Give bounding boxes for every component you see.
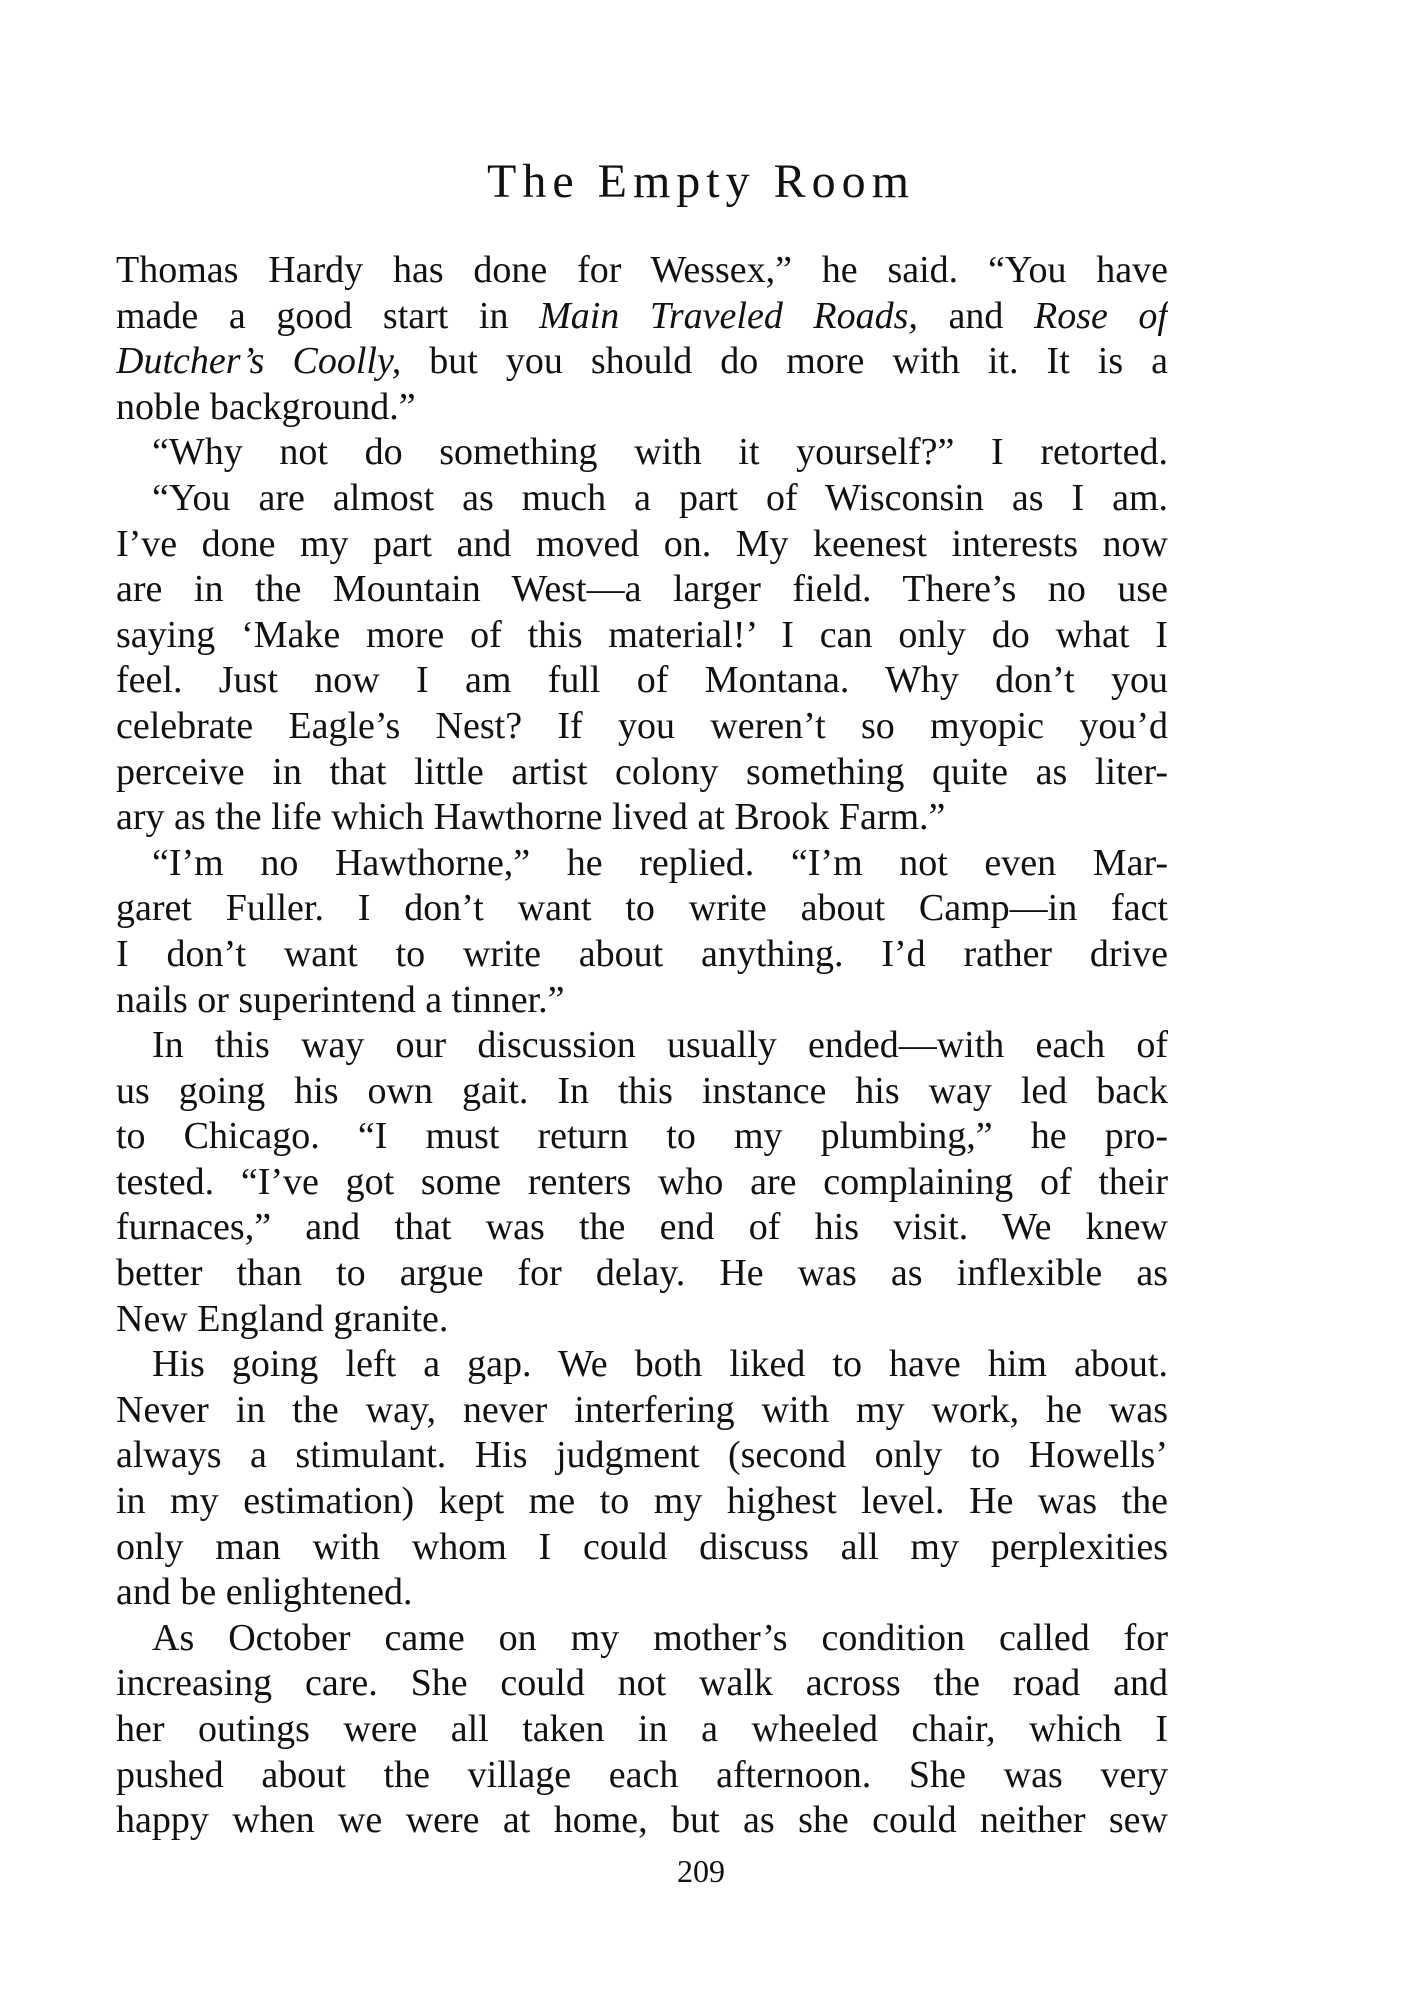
text-run: but you should do more with it. It is a	[401, 340, 1168, 383]
text-line: As October came on my mother’s condition called for	[152, 1616, 1168, 1659]
text-line: “I’m no Hawthorne,” he replied. “I’m not even Mar-	[152, 841, 1168, 884]
text-line: only man with whom I could discuss all my perplexities	[116, 1525, 1168, 1568]
text-line: furnaces,” and that was the end of his visit. We knew	[116, 1206, 1168, 1249]
body-text	[116, 248, 1168, 1844]
text-line: nails or superintend a tinner.”	[116, 978, 565, 1021]
text-line: in my estimation) kept me to my highest level. He was the	[116, 1480, 1168, 1523]
italic-title: Main Traveled Roads,	[539, 294, 918, 337]
text-line: to Chicago. “I must return to my plumbing,” he pro-	[116, 1115, 1168, 1158]
text-line: better than to argue for delay. He was as inflexible as	[116, 1252, 1168, 1295]
text-line: ary as the life which Hawthorne lived at Brook Farm.”	[116, 796, 946, 839]
text-line: noble background.”	[116, 385, 416, 428]
text-line: feel. Just now I am full of Montana. Why don’t you	[116, 659, 1168, 702]
text-line: In this way our discussion usually ended—with each of	[152, 1024, 1168, 1067]
text-run: made a good start in	[116, 294, 540, 337]
italic-title: Dutcher’s Coolly,	[116, 340, 402, 383]
text-line: saying ‘Make more of this material!’ I can only do what I	[116, 613, 1168, 656]
text-line: always a stimulant. His judgment (second only to Howells’	[116, 1434, 1168, 1477]
text-line: tested. “I’ve got some renters who are complaining of their	[116, 1160, 1168, 1203]
text-line: I’ve done my part and moved on. My keenest interests now	[116, 522, 1168, 565]
text-line: her outings were all taken in a wheeled chair, which I	[116, 1708, 1168, 1750]
text-line: increasing care. She could not walk across the road and	[116, 1662, 1168, 1705]
text-line: pushed about the village each afternoon. She was very	[116, 1753, 1168, 1796]
text-line: and be enlightened.	[116, 1571, 413, 1614]
text-line: New England granite.	[116, 1297, 449, 1340]
text-line: are in the Mountain West—a larger field. There’s no use	[116, 568, 1168, 611]
text-line: us going his own gait. In this instance his way led back	[116, 1069, 1168, 1112]
page-number: 209	[677, 1853, 725, 1889]
text-line: perceive in that little artist colony something quite as liter-	[116, 750, 1168, 793]
running-head: The Empty Room	[487, 155, 915, 208]
text-line: celebrate Eagle’s Nest? If you weren’t so myopic you’d	[116, 704, 1168, 747]
text-line: I don’t want to write about anything. I’d rather drive	[116, 932, 1168, 975]
text-line: happy when we were at home, but as she could neither sew	[116, 1799, 1168, 1842]
text-line	[116, 339, 1168, 385]
text-line: “Why not do something with it yourself?” I retorted.	[152, 431, 1168, 474]
text-line: garet Fuller. I don’t want to write about Camp—in fact	[116, 887, 1168, 930]
text-line: “You are almost as much a part of Wisconsin as I am.	[152, 476, 1168, 519]
text-run: and	[917, 294, 1034, 337]
text-line: Thomas Hardy has done for Wessex,” he said. “You have	[116, 249, 1168, 291]
text-line: His going left a gap. We both liked to have him about.	[152, 1343, 1168, 1386]
italic-title: Rose of	[1033, 294, 1168, 337]
text-line: Never in the way, never interfering with my work, he was	[116, 1388, 1168, 1431]
text-line	[116, 294, 1168, 340]
